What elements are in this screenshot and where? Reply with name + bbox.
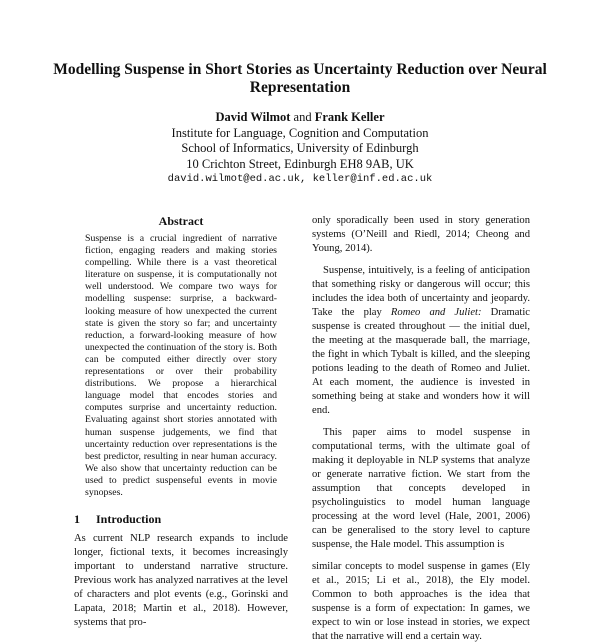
author-block: [40, 110, 560, 188]
abstract-body: Suspense is a crucial ingredient of narrative fiction, engaging readers and making stories compelling. While there is a vast theoretical literature on suspense, it is computationally not well understood. We compare two ways for modelling suspense: surprise, a backward-looking measure of how unexpected the current state is given the story so far; and uncertainty reduction, a forward-looking measure of how unexpected the continuation of the story is. Both can be computed either directly over story representations or over their probability distributions. We propose a hierarchical language model that encodes stories and computes surprise and uncertainty reduction. Evaluating against short stories annotated with human suspense judgements, we find that uncertainty reduction over representations is the best predictor, resulting in near human accuracy. We also show that uncertainty reduction can be used to predict suspenseful events in movie synopses.: [85, 233, 277, 498]
right-paragraph-suspense: [312, 264, 530, 418]
intro-paragraph-1: As current NLP research expands to include longer, fictional texts, it becomes increasingly important to understand narrative structure. Previous work has analyzed narratives at the level of characters and plot events (e.g., Gorinski and Lapata, 2018; Martin et al., 2018). However, systems that pro-: [74, 533, 288, 629]
right-paragraph-continuation: only sporadically been used in story generation systems (O’Neill and Riedl, 2014; Cheong and Young, 2014).: [312, 215, 530, 254]
affiliation-line-1: Institute for Language, Cognition and Computation: [171, 125, 429, 140]
right-paragraph-ely-model: similar concepts to model suspense in games (Ely et al., 2015; Li et al., 2018), the Ely model. Common to both approaches is the idea that suspense is a form of expectation: In games, we expect to win or lose instead in stories, we expect that the narrative will end a certain way.: [312, 561, 530, 642]
section-heading-introduction: [74, 512, 288, 526]
right-column: [312, 214, 530, 644]
right-paragraph-aims: This paper aims to model suspense in computational terms, with the ultimate goal of making it deployable in NLP systems that analyze or generate narrative fiction. We start from the assumption that concepts developed in psycholinguistics to model human language processing at the word level (Hale, 2001, 2006) can be generalised to the story level to capture suspense, the Hale model. This assumption is: [312, 427, 530, 550]
section-title: Introduction: [96, 512, 162, 527]
suspense-text-a: Suspense, intuitively, is a feeling of anticipation that something risky or dangerous will occur; this includes the idea both of uncertainty and jeopardy. Take the play: [312, 265, 530, 318]
author-2: Frank Keller: [314, 110, 385, 124]
affiliation-line-3: 10 Crichton Street, Edinburgh EH8 9AB, UK: [186, 156, 414, 171]
suspense-text-b: Dramatic suspense is created throughout — the initial duel, the meeting at the masquerade ball, the marriage, the fight in which Tybalt is killed, and the sleeping potions leading to the death of Romeo and Juliet. At each moment, the audience is invested in something being at stake and wonders how it will end.: [312, 307, 531, 416]
abstract-heading: Abstract: [158, 214, 204, 228]
left-column: [74, 214, 288, 638]
paper-title: Modelling Suspense in Short Stories as Uncertainty Reduction over Neural Representation: [53, 61, 547, 96]
author-names: [40, 110, 560, 126]
author-1: David Wilmot: [215, 110, 291, 124]
affiliation-line-2: School of Informatics, University of Edinburgh: [181, 141, 419, 155]
section-number: 1: [74, 512, 80, 527]
author-and: and: [293, 110, 312, 124]
author-emails: david.wilmot@ed.ac.uk, keller@inf.ed.ac.uk: [167, 173, 433, 185]
play-title: Romeo and Juliet:: [390, 307, 482, 318]
